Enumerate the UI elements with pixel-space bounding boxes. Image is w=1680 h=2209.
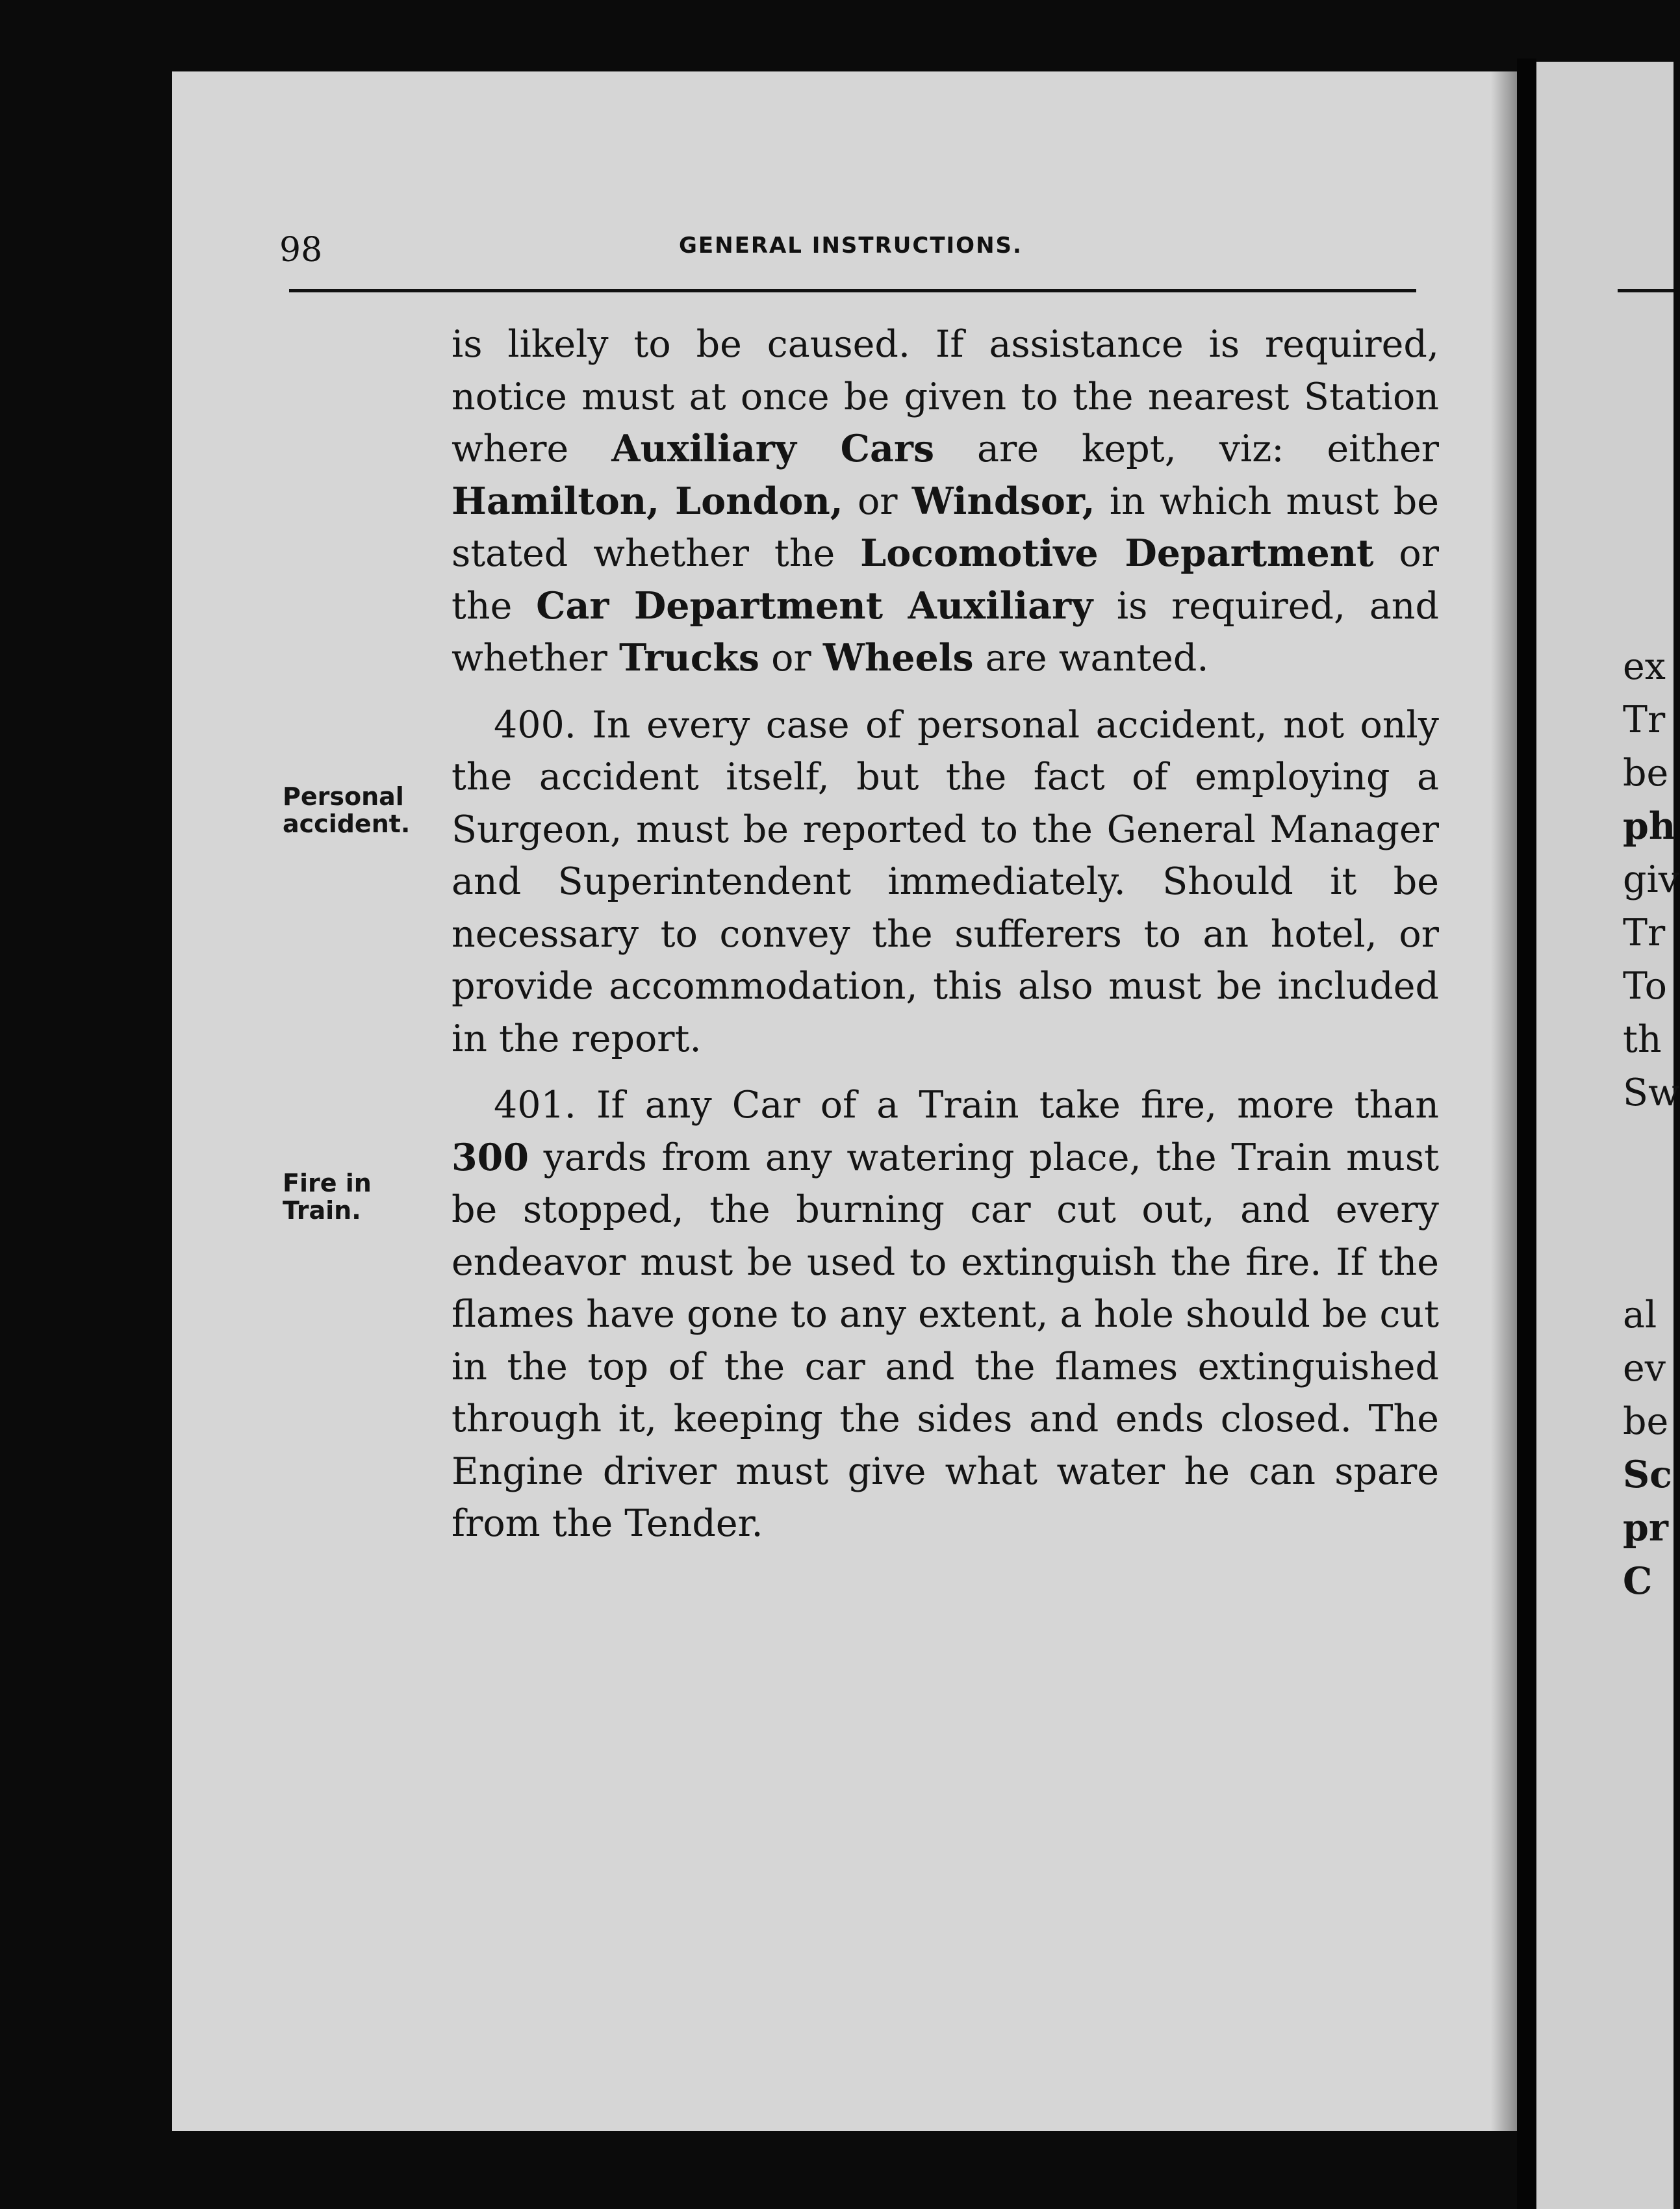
fragment-line: C	[1623, 1559, 1653, 1603]
fragment-line: Tr	[1623, 912, 1666, 954]
fragment-line: th	[1623, 1018, 1662, 1061]
fragment-line: To	[1623, 965, 1667, 1008]
fragment-line: ev	[1623, 1347, 1666, 1390]
facing-page-rule	[1618, 289, 1674, 292]
fragment-line: Sw	[1623, 1071, 1680, 1114]
rule-400-paragraph: 400. In every case of personal accident, not only the accident itself, but the fact of employing a Surgeon, must be reported to the General Manager and Superintendent immediately. Should it be necessary to convey the sufferers to an hotel, or provide accommodation, this also must be included in the report.	[452, 703, 1439, 1060]
running-head: GENERAL INSTRUCTIONS.	[679, 233, 1023, 259]
fragment-line: giv	[1623, 858, 1679, 901]
body-text	[452, 318, 1439, 1564]
rule-401-paragraph: 401. If any Car of a Train take fire, more than 300 yards from any watering place, the Train must be stopped, the burning car cut out, and every endeavor must be used to extinguish the fire. If the flames have gone to any extent, a hole should be cut in the top of the car and the flames extinguished through it, keeping the sides and ends closed. The Engine driver must give what water he can spare from the Tender.	[452, 1084, 1439, 1545]
fragment-line: be	[1623, 752, 1669, 795]
fragment-line: Tr	[1623, 698, 1666, 741]
book-gutter	[1517, 58, 1536, 2209]
fragment-line: be	[1623, 1400, 1669, 1443]
header-rule	[289, 289, 1416, 292]
fragment-line: ph	[1623, 804, 1676, 848]
continuation-paragraph: is likely to be caused. If assistance is required, notice must at once be given to the nearest Station where Auxiliary Cars are kept, viz: either Hamilton, London, or Windsor, in which must be stated whether the Locomotive Department or the Car Department Auxiliary is required, and whether Trucks or Wheels are wanted.	[452, 323, 1440, 680]
fragment-line: Sc	[1623, 1453, 1672, 1496]
margin-note-fire-in-train: Fire in Train.	[283, 1169, 372, 1225]
fragment-line: ex	[1623, 645, 1666, 688]
page-number: 98	[279, 231, 323, 270]
fragment-line: al	[1623, 1294, 1657, 1336]
fragment-line: pr	[1623, 1506, 1668, 1550]
margin-note-personal-accident: Personal accident.	[283, 782, 411, 838]
facing-page-text-fragments	[1623, 640, 1680, 1608]
